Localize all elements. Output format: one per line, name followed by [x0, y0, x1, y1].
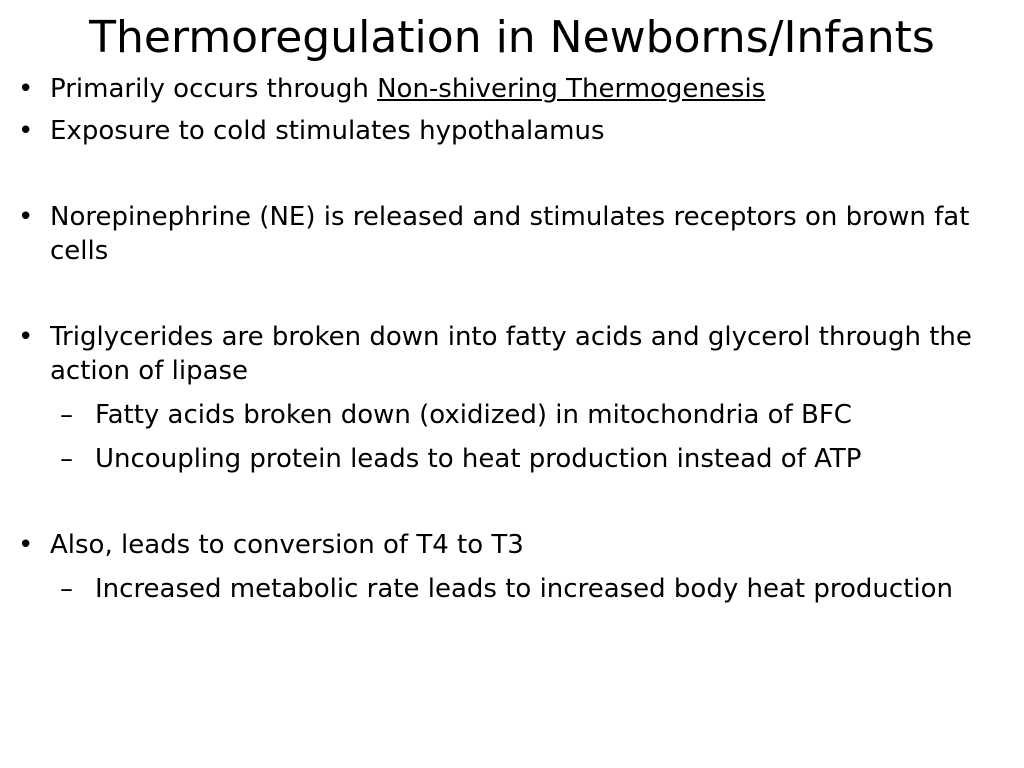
sub-bullet-text: Increased metabolic rate leads to increased body heat production — [95, 574, 953, 604]
sub-bullet-marker: – — [60, 444, 73, 474]
bullet-text: Also, leads to conversion of T4 to T3 — [50, 530, 524, 560]
bullet-text: Exposure to cold stimulates hypothalamus — [50, 116, 605, 146]
bullet-item — [0, 320, 1020, 388]
bullet-marker: • — [18, 116, 34, 146]
sub-bullet-text: Fatty acids broken down (oxidized) in mitochondria of BFC — [95, 400, 852, 430]
bullet-text: Norepinephrine (NE) is released and stimulates receptors on brown fat cells — [50, 202, 970, 266]
slide-content — [0, 72, 1024, 606]
bullet-marker: • — [18, 74, 34, 104]
bullet-marker: • — [18, 322, 34, 352]
sub-bullet-item — [0, 398, 995, 432]
sub-bullet-marker: – — [60, 574, 73, 604]
bullet-item — [0, 200, 1020, 268]
slide-title: Thermoregulation in Newborns/Infants — [89, 12, 935, 63]
sub-bullet-text: Uncoupling protein leads to heat production instead of ATP — [95, 444, 862, 474]
sub-bullet-item — [0, 572, 995, 606]
sub-bullet-marker: – — [60, 400, 73, 430]
bullet-text: Triglycerides are broken down into fatty acids and glycerol through the action of lipase — [50, 322, 972, 386]
bullet-text: Primarily occurs through — [50, 74, 378, 104]
bullet-marker: • — [18, 530, 34, 560]
bullet-item — [0, 72, 1020, 106]
bullet-item — [0, 528, 1020, 562]
bullet-marker: • — [18, 202, 34, 232]
bullet-item — [0, 114, 1020, 148]
bullet-emphasis: Non-shivering Thermogenesis — [377, 74, 766, 104]
sub-bullet-item — [0, 442, 995, 476]
